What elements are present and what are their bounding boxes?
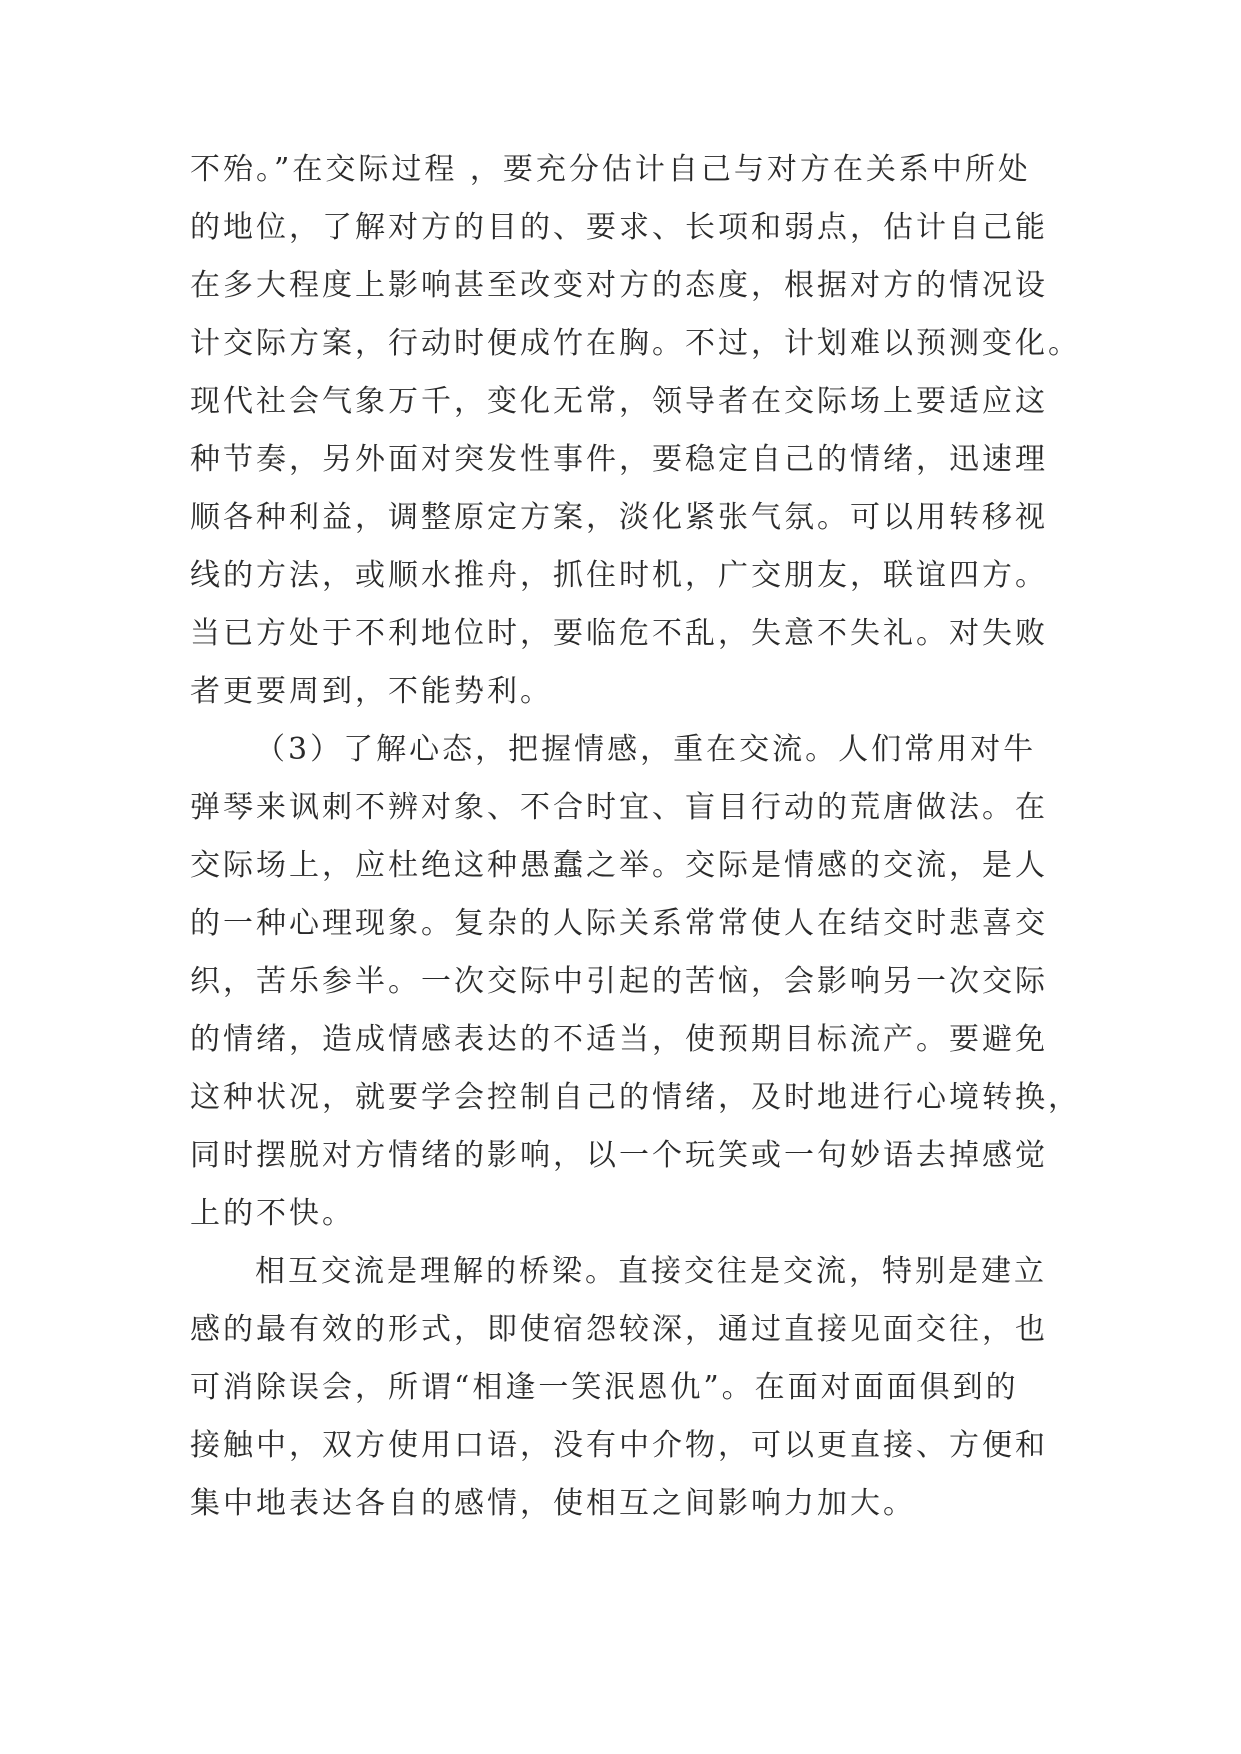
- text-line: 在多大程度上影响甚至改变对方的态度，根据对方的情况设: [190, 268, 1048, 303]
- text-line: 交际场上，应杜绝这种愚蠢之举。交际是情感的交流，是人: [190, 848, 1048, 883]
- text-line: 顺各种利益，调整原定方案，淡化紧张气氛。可以用转移视: [190, 500, 1048, 535]
- text-line: 织，苦乐参半。一次交际中引起的苦恼，会影响另一次交际: [190, 964, 1048, 999]
- text-line: 线的方法，或顺水推舟，抓住时机，广交朋友，联谊四方。: [190, 558, 1048, 593]
- text-line: 的一种心理现象。复杂的人际关系常常使人在结交时悲喜交: [190, 906, 1048, 941]
- text-line: 种节奏，另外面对突发性事件，要稳定自己的情绪，迅速理: [190, 442, 1048, 477]
- text-line: 上的不快。: [190, 1196, 355, 1231]
- text-line: 接触中，双方使用口语，没有中介物，可以更直接、方便和: [190, 1428, 1048, 1463]
- text-line: 不殆。”在交际过程 ，要充分估计自己与对方在关系中所处: [190, 152, 1031, 187]
- text-line: 同时摆脱对方情绪的影响，以一个玩笑或一句妙语去掉感觉: [190, 1138, 1048, 1173]
- text-line: 弹琴来讽刺不辨对象、不合时宜、盲目行动的荒唐做法。在: [190, 790, 1048, 825]
- text-line: 集中地表达各自的感情，使相互之间影响力加大。: [190, 1486, 916, 1521]
- text-line: 的情绪，造成情感表达的不适当，使预期目标流产。要避免: [190, 1022, 1048, 1057]
- text-line: 的地位，了解对方的目的、要求、长项和弱点，估计自己能: [190, 210, 1048, 245]
- text-line: 这种状况，就要学会控制自己的情绪，及时地进行心境转换，: [190, 1080, 1081, 1115]
- paragraph-start-line: （3）了解心态，把握情感，重在交流。人们常用对牛: [255, 732, 1037, 767]
- text-line: 当已方处于不利地位时，要临危不乱，失意不失礼。对失败: [190, 616, 1048, 651]
- text-line: 计交际方案，行动时便成竹在胸。不过，计划难以预测变化。: [190, 326, 1081, 361]
- text-line: 现代社会气象万千，变化无常，领导者在交际场上要适应这: [190, 384, 1048, 419]
- paragraph-start-line: 相互交流是理解的桥梁。直接交往是交流，特别是建立: [255, 1254, 1047, 1289]
- text-line: 可消除误会，所谓“相逢一笑泯恩仇”。在面对面面俱到的: [190, 1370, 1019, 1405]
- text-line: 者更要周到，不能势利。: [190, 674, 553, 709]
- text-line: 感的最有效的形式，即使宿怨较深，通过直接见面交往，也: [190, 1312, 1048, 1347]
